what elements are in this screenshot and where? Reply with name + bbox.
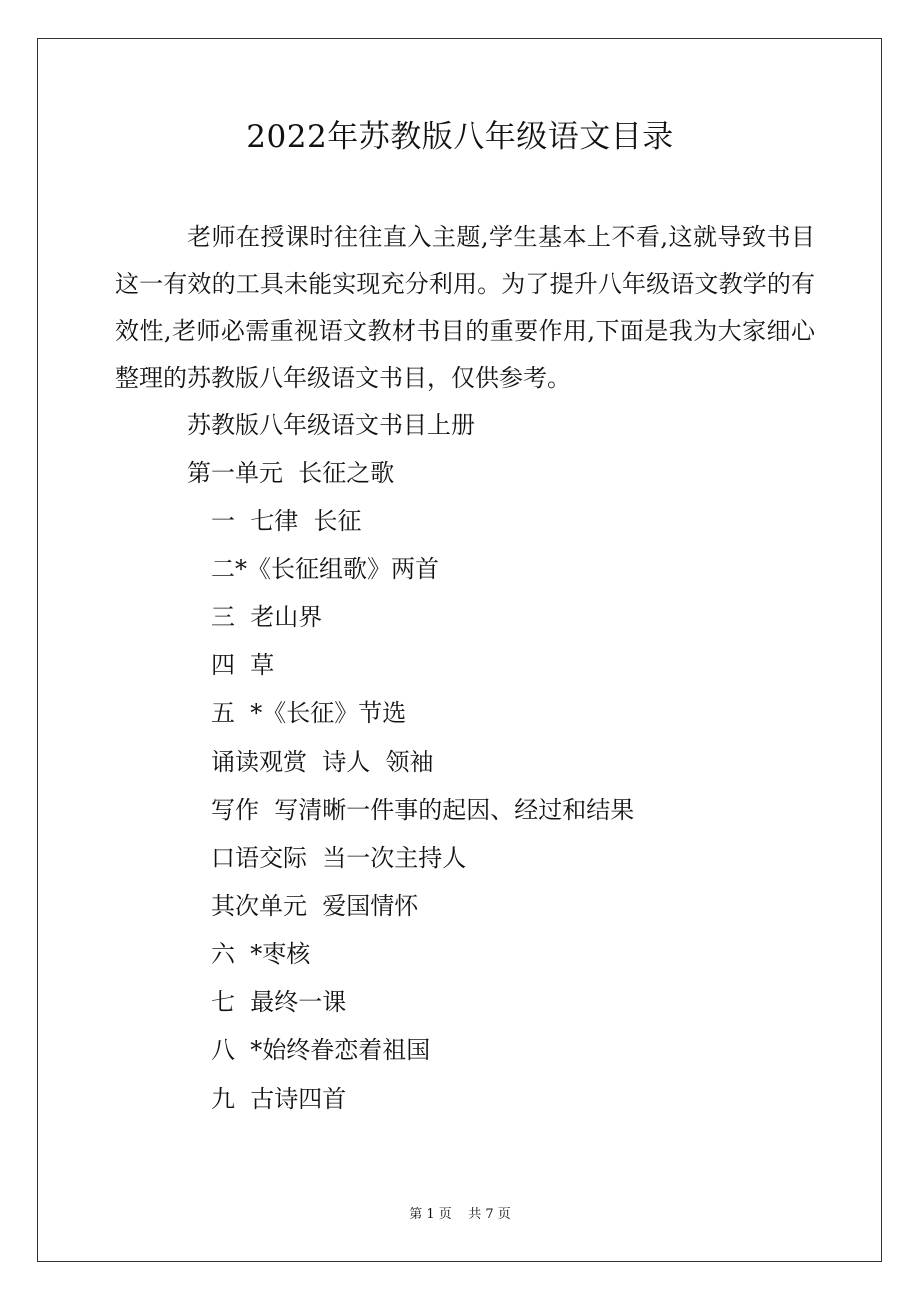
book-heading: 苏教版八年级语文书目上册 — [187, 411, 475, 439]
page-footer: 第 1 页 共 7 页 — [409, 1207, 511, 1222]
toc-item: 五 *《长征》节选 — [211, 699, 407, 727]
toc-item: 二*《长征组歌》两首 — [211, 555, 439, 583]
toc-item: 诵读观赏 诗人 领袖 — [211, 748, 434, 776]
toc-item: 一 七律 长征 — [211, 507, 362, 535]
toc-item: 四 草 — [211, 651, 275, 679]
unit-heading: 第一单元 长征之歌 — [187, 459, 395, 487]
toc-unit-heading: 其次单元 爱国情怀 — [211, 892, 419, 920]
toc-item: 六 *枣核 — [211, 940, 311, 968]
document-title: 2022年苏教版八年级语文目录 — [246, 119, 674, 155]
intro-paragraph: 老师在授课时往往直入主题,学生基本上不看,这就导致书目这一有效的工具未能实现充分利用。为了提升八年级语文教学的有效性,老师必需重视语文教材书目的重要作用,下面是我为大家细心整理的苏教版八年级语文书目，仅供参考。 — [115, 223, 815, 392]
toc-item: 写作 写清晰一件事的起因、经过和结果 — [211, 796, 635, 824]
toc-item: 口语交际 当一次主持人 — [211, 844, 467, 872]
toc-item: 九 古诗四首 — [211, 1085, 347, 1113]
toc-item: 八 *始终眷恋着祖国 — [211, 1036, 431, 1064]
toc-item: 三 老山界 — [211, 603, 323, 631]
toc-item: 七 最终一课 — [211, 988, 347, 1016]
